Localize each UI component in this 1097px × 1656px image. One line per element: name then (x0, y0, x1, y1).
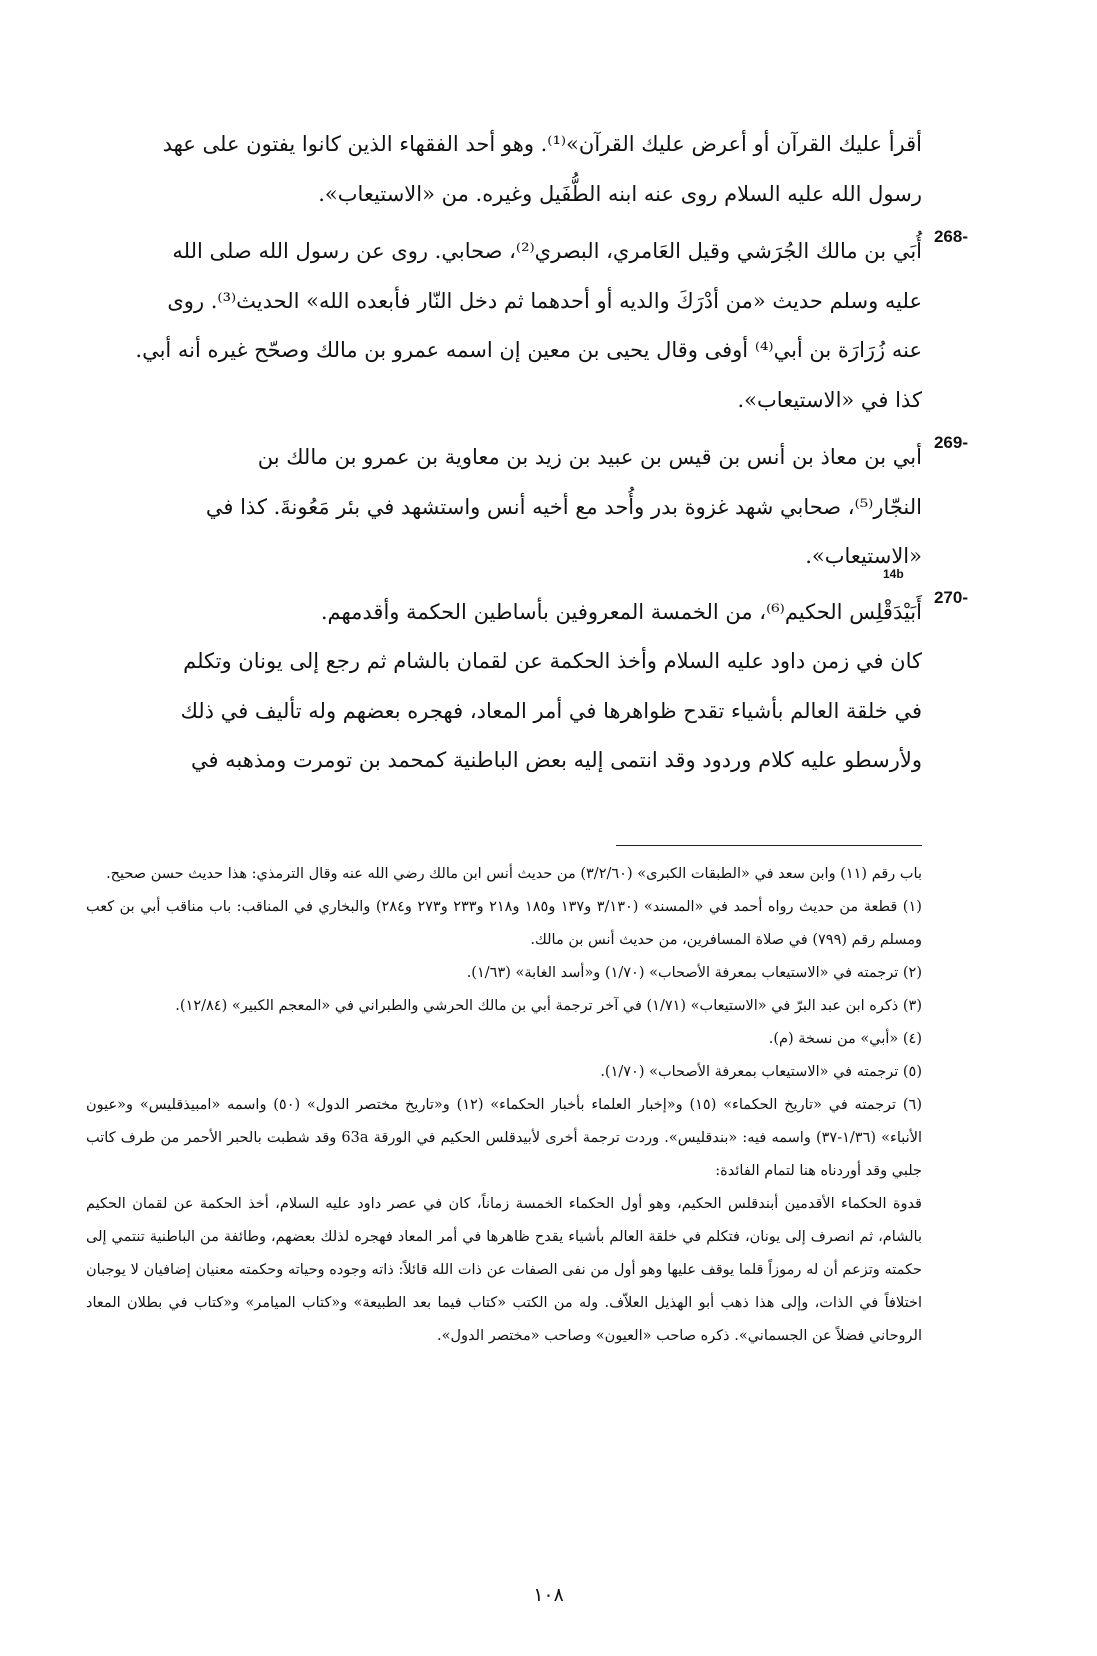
footnote: (٤) «أبي» من نسخة (م). (768, 1031, 922, 1047)
text-line: أَبَيْدَقْلِس الحكيم⁽⁶⁾، من الخمسة المعروفين بأساطين الحكمة وأقدمهم. (320, 599, 922, 624)
entry-270 (86, 587, 968, 786)
page-number: ١٠٨ (533, 1584, 564, 1606)
manuscript-folio-mark: 14b (883, 567, 904, 581)
footnote: (٦) ترجمته في «تاريخ الحكماء» (١٥) و«إخبار العلماء بأخبار الحكماء» (١٢) و«تاريخ مختصر الدول» (٥٠) واسمه «امبيذقليس» و«عيون الأنباء» (١/٣٦-٣٧) واسمه فيه: «بندقليس». وردت ترجمة أخرى لأبيدقلس الحكيم في الورقة 63a وقد شطبت بالحبر الأحمر من طرف كاتب جلبي وقد أوردناه هنا لتمام الفائدة: (86, 1097, 923, 1179)
entry-268 (86, 227, 968, 425)
footnotes (86, 858, 922, 1353)
entry-269 (86, 433, 968, 582)
footnote-quotation: قدوة الحكماء الأقدمين أبندقلس الحكيم، وهو أول الحكماء الخمسة زماناً، كان في عصر داود عليه السلام، أخذ الحكمة عن لقمان الحكيم بالشام، ثم انصرف إلى يونان، فتكلم في خلقة العالم بأشياء يقدح ظاهرها في أمر المعاد فهجره لذلك بعضهم، وطائفة من الباطنية تنتمي إلى حكمته وتزعم أن له رموزاً قلما يوقف عليها وهو أول من نفى الصفات عن ذات الله قائلاً: ذاته وجوده وحياته وحكمته معنيان إضافيان لا يوجبان اختلافاً في الذات، وإلى هذا ذهب أبو الهذيل العلاّف. وله من الكتب «كتاب فيما بعد الطبيعة» و«كتاب الميامر» و«كتاب في بطلان المعاد الروحاني فضلاً عن الجسماني». ذكره صاحب «العيون» وصاحب «مختصر الدول». (86, 1196, 922, 1344)
text-line: كذا في «الاستيعاب». (737, 387, 922, 412)
entry-number: 269- (933, 433, 968, 452)
text-line: ولأرسطو عليه كلام وردود وقد انتمى إليه بعض الباطنية كمحمد بن تومرت ومذهبه في (190, 748, 922, 772)
footnote: باب رقم (١١) وابن سعد في «الطبقات الكبرى» (٣/٢/٦٠) من حديث أنس ابن مالك رضي الله عنه وقال الترمذي: هذا حديث حسن صحيح. (106, 866, 922, 882)
text-line: أقرأ عليك القرآن أو أعرض عليك القرآن»⁽¹⁾. وهو أحد الفقهاء الذين كانوا يفتون على عهد (162, 132, 922, 156)
main-text (86, 120, 968, 786)
text-line: «الاستيعاب». (805, 544, 922, 568)
entry-number: 268- (933, 227, 968, 246)
footnote: (٢) ترجمته في «الاستيعاب بمعرفة الأصحاب» (١/٧٠) و«أسد الغابة» (١/٦٣). (466, 965, 922, 981)
intro-paragraph (86, 120, 922, 219)
text-line: رسول الله عليه السلام روى عنه ابنه الطُّفَيل وغيره. من «الاستيعاب». (318, 181, 922, 206)
footnote: (٥) ترجمته في «الاستيعاب بمعرفة الأصحاب» (١/٧٠). (600, 1064, 922, 1080)
footnote: (١) قطعة من حديث رواه أحمد في «المسند» (٣/١٣٠ و١٣٧ و١٨٥ و٢١٨ و٢٣٣ و٢٧٣ و٢٨٤) والبخاري في المناقب: باب مناقب أبي بن كعب ومسلم رقم (٧٩٩) في صلاة المسافرين، من حديث أنس بن مالك. (86, 899, 922, 948)
text-line: كان في زمن داود عليه السلام وأخذ الحكمة عن لقمان بالشام ثم رجع إلى يونان وتكلم (183, 649, 922, 673)
text-line: في خلقة العالم بأشياء تقدح ظواهرها في أمر المعاد، فهجره بعضهم وله تأليف في ذلك (180, 698, 922, 723)
text-line: أُبَي بن مالك الجُرَشي وقيل العَامري، البصري⁽²⁾، صحابي. روى عن رسول الله صلى الله (172, 239, 922, 263)
text-line: عليه وسلم حديث «من أدْرَكَ والديه أو أحدهما ثم دخل النّار فأبعده الله» الحديث⁽³⁾. روى (167, 288, 922, 313)
footnote: (٣) ذكره ابن عبد البرّ في «الاستيعاب» (١/٧١) في آخر ترجمة أبي بن مالك الحرشي والطبراني في «المعجم الكبير» (١٢/٨٤). (175, 998, 922, 1014)
text-line: عنه زُرَارَة بن أبي⁽⁴⁾ أوفى وقال يحيى بن معين إن اسمه عمرو بن مالك وصحّح غيره أنه أبي. (135, 338, 922, 362)
text-line: النجّار⁽⁵⁾، صحابي شهد غزوة بدر وأُحد مع أخيه أنس واستشهد في بئر مَعُونةَ. كذا في (205, 494, 922, 519)
footnote-divider (616, 845, 922, 846)
entry-number: 270- (933, 587, 968, 607)
text-line: أبي بن معاذ بن أنس بن قيس بن عبيد بن زيد بن معاوية بن عمرو بن مالك بن (257, 445, 922, 469)
